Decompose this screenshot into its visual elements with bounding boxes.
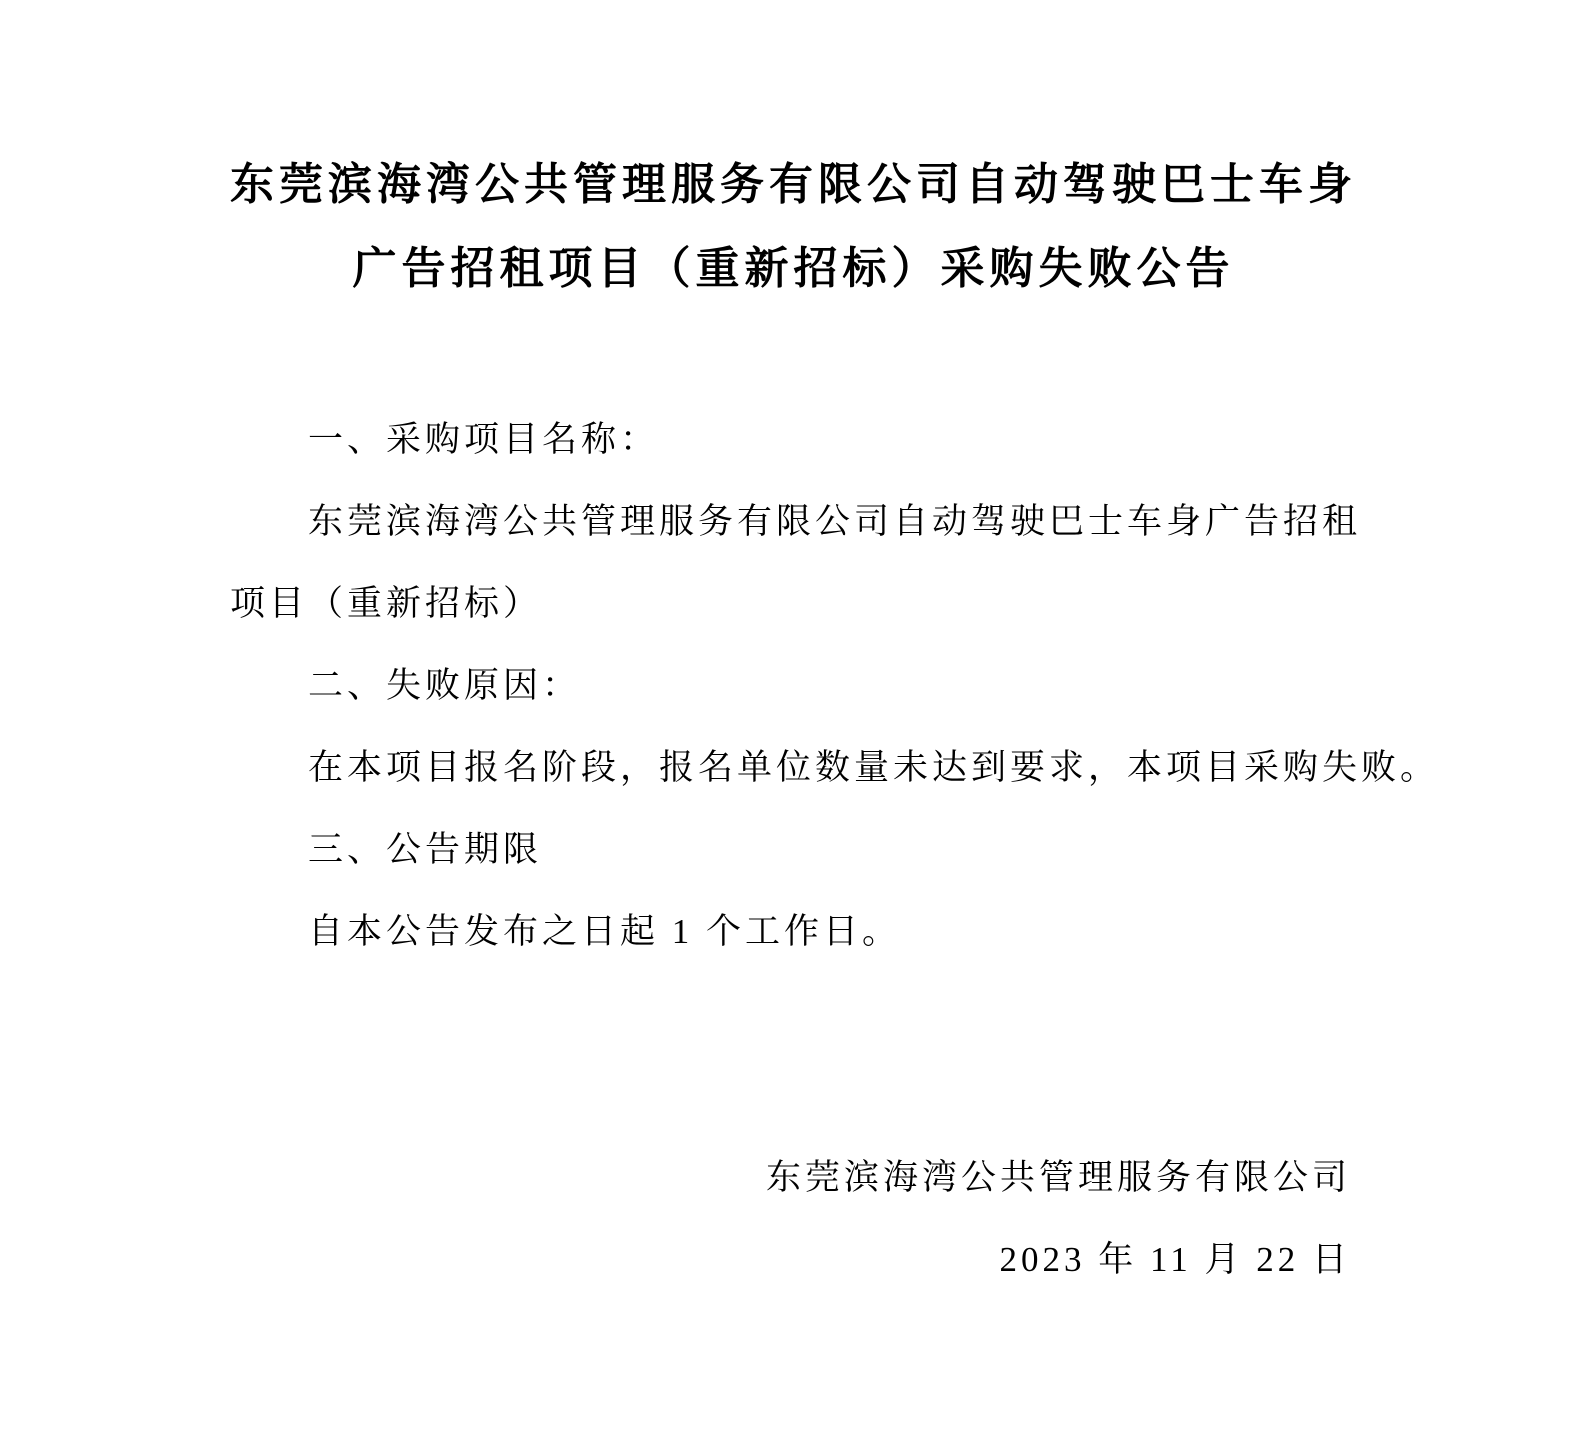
failure-reason-text: 在本项目报名阶段，报名单位数量未达到要求，本项目采购失败。 — [308, 748, 1440, 787]
signature-date: 2023 年 11 月 22 日 — [999, 1240, 1351, 1279]
document-title-line-2: 广告招租项目（重新招标）采购失败公告 — [352, 244, 1235, 293]
project-name-line-2: 项目（重新招标） — [230, 584, 543, 623]
document-body — [230, 399, 1440, 973]
document-title-line-1: 东莞滨海湾公共管理服务有限公司自动驾驶巴士车身 — [230, 160, 1357, 209]
announcement-period-text: 自本公告发布之日起 1 个工作日。 — [308, 912, 902, 951]
section-1-heading: 一、采购项目名称： — [308, 420, 660, 459]
section-3-heading: 三、公告期限 — [308, 830, 543, 869]
signature-company: 东莞滨海湾公共管理服务有限公司 — [765, 1158, 1351, 1197]
project-name-line-1: 东莞滨海湾公共管理服务有限公司自动驾驶巴士车身广告招租 — [308, 502, 1362, 541]
document-content — [0, 143, 1587, 1301]
signature-block — [230, 1137, 1357, 1301]
document-title — [230, 143, 1357, 311]
section-2-heading: 二、失败原因： — [308, 666, 582, 705]
